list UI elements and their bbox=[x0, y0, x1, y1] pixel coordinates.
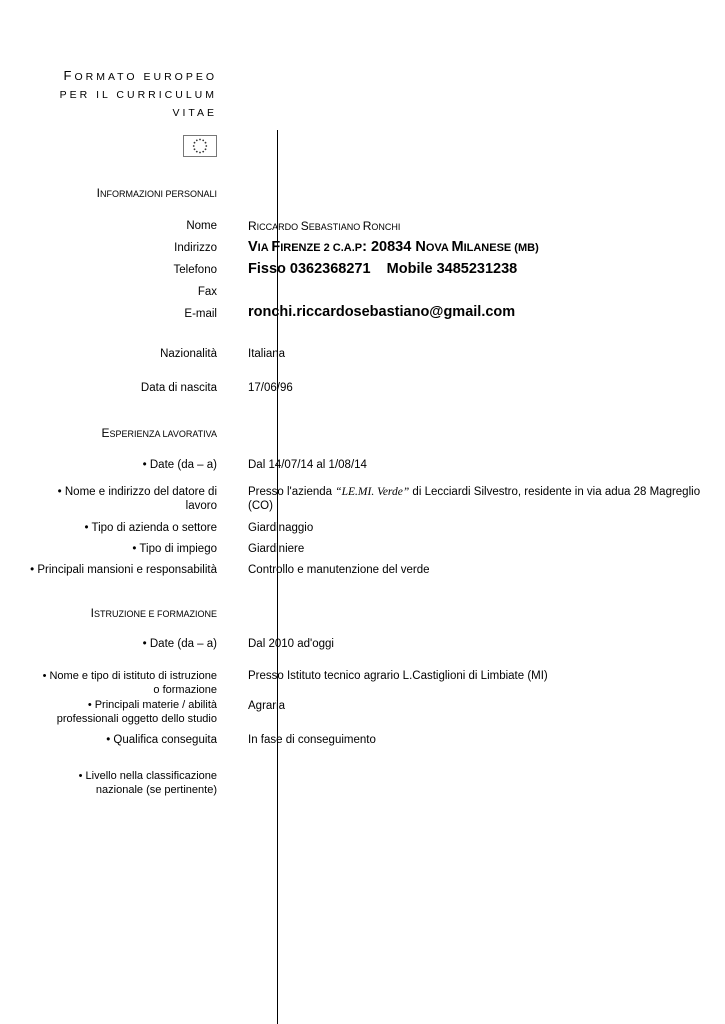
eu-flag-icon bbox=[183, 135, 217, 157]
employer-value: Presso l'azienda “LE.MI. Verde” di Lecciardi Silvestro, residente in via adua 28 Magreglio (CO) bbox=[248, 486, 701, 512]
phone-value: Fisso 0362368271 Mobile 3485231238 bbox=[248, 261, 518, 277]
sector-label: • Tipo di azienda o settore bbox=[84, 522, 217, 534]
duties-value: Controllo e manutenzione del verde bbox=[248, 564, 430, 576]
education-dates-label: • Date (da – a) bbox=[142, 638, 217, 650]
work-dates-label: • Date (da – a) bbox=[142, 459, 217, 471]
institute-label: • Nome e tipo di istituto di istruzione o formazione bbox=[42, 670, 217, 696]
section-work-experience: ESPERIENZA LAVORATIVA bbox=[101, 426, 217, 440]
subjects-value: Agraria bbox=[248, 700, 286, 712]
job-type-label: • Tipo di impiego bbox=[132, 543, 217, 555]
job-type-value: Giardiniere bbox=[248, 543, 305, 555]
qualification-label: • Qualifica conseguita bbox=[106, 734, 217, 746]
phone-label: Telefono bbox=[173, 264, 217, 276]
email-value: ronchi.riccardosebastiano@gmail.com bbox=[248, 304, 516, 320]
sector-value: Giardinaggio bbox=[248, 522, 314, 534]
institute-value: Presso Istituto tecnico agrario L.Castiglioni di Limbiate (MI) bbox=[248, 670, 548, 682]
email-label: E-mail bbox=[184, 308, 217, 320]
name-value: RICCARDO SEBASTIANO RONCHI bbox=[248, 219, 401, 233]
document-title: FORMATO EUROPEO PER IL CURRICULUM VITAE bbox=[59, 68, 217, 119]
fax-label: Fax bbox=[197, 286, 217, 298]
address-value: VIA FIRENZE 2 C.A.P: 20834 NOVA MILANESE (MB) bbox=[248, 239, 539, 255]
work-dates-value: Dal 14/07/14 al 1/08/14 bbox=[248, 459, 367, 471]
qualification-value: In fase di conseguimento bbox=[248, 734, 376, 746]
employer-label: • Nome e indirizzo del datore di lavoro bbox=[57, 486, 217, 512]
section-education: ISTRUZIONE E FORMAZIONE bbox=[90, 606, 217, 620]
subjects-label: • Principali materie / abilità professionali oggetto dello studio bbox=[56, 699, 217, 725]
education-dates-value: Dal 2010 ad'oggi bbox=[248, 638, 334, 650]
birthdate-value: 17/06/96 bbox=[248, 382, 293, 394]
duties-label: • Principali mansioni e responsabilità bbox=[30, 564, 217, 576]
section-personal-info: INFORMAZIONI PERSONALI bbox=[96, 186, 217, 200]
nationality-label: Nazionalità bbox=[160, 348, 217, 360]
national-level-label: • Livello nella classificazione nazionale (se pertinente) bbox=[78, 770, 217, 796]
nationality-value: Italiana bbox=[248, 348, 286, 360]
address-label: Indirizzo bbox=[174, 242, 217, 254]
name-label: Nome bbox=[186, 220, 217, 232]
birthdate-label: Data di nascita bbox=[140, 382, 217, 394]
